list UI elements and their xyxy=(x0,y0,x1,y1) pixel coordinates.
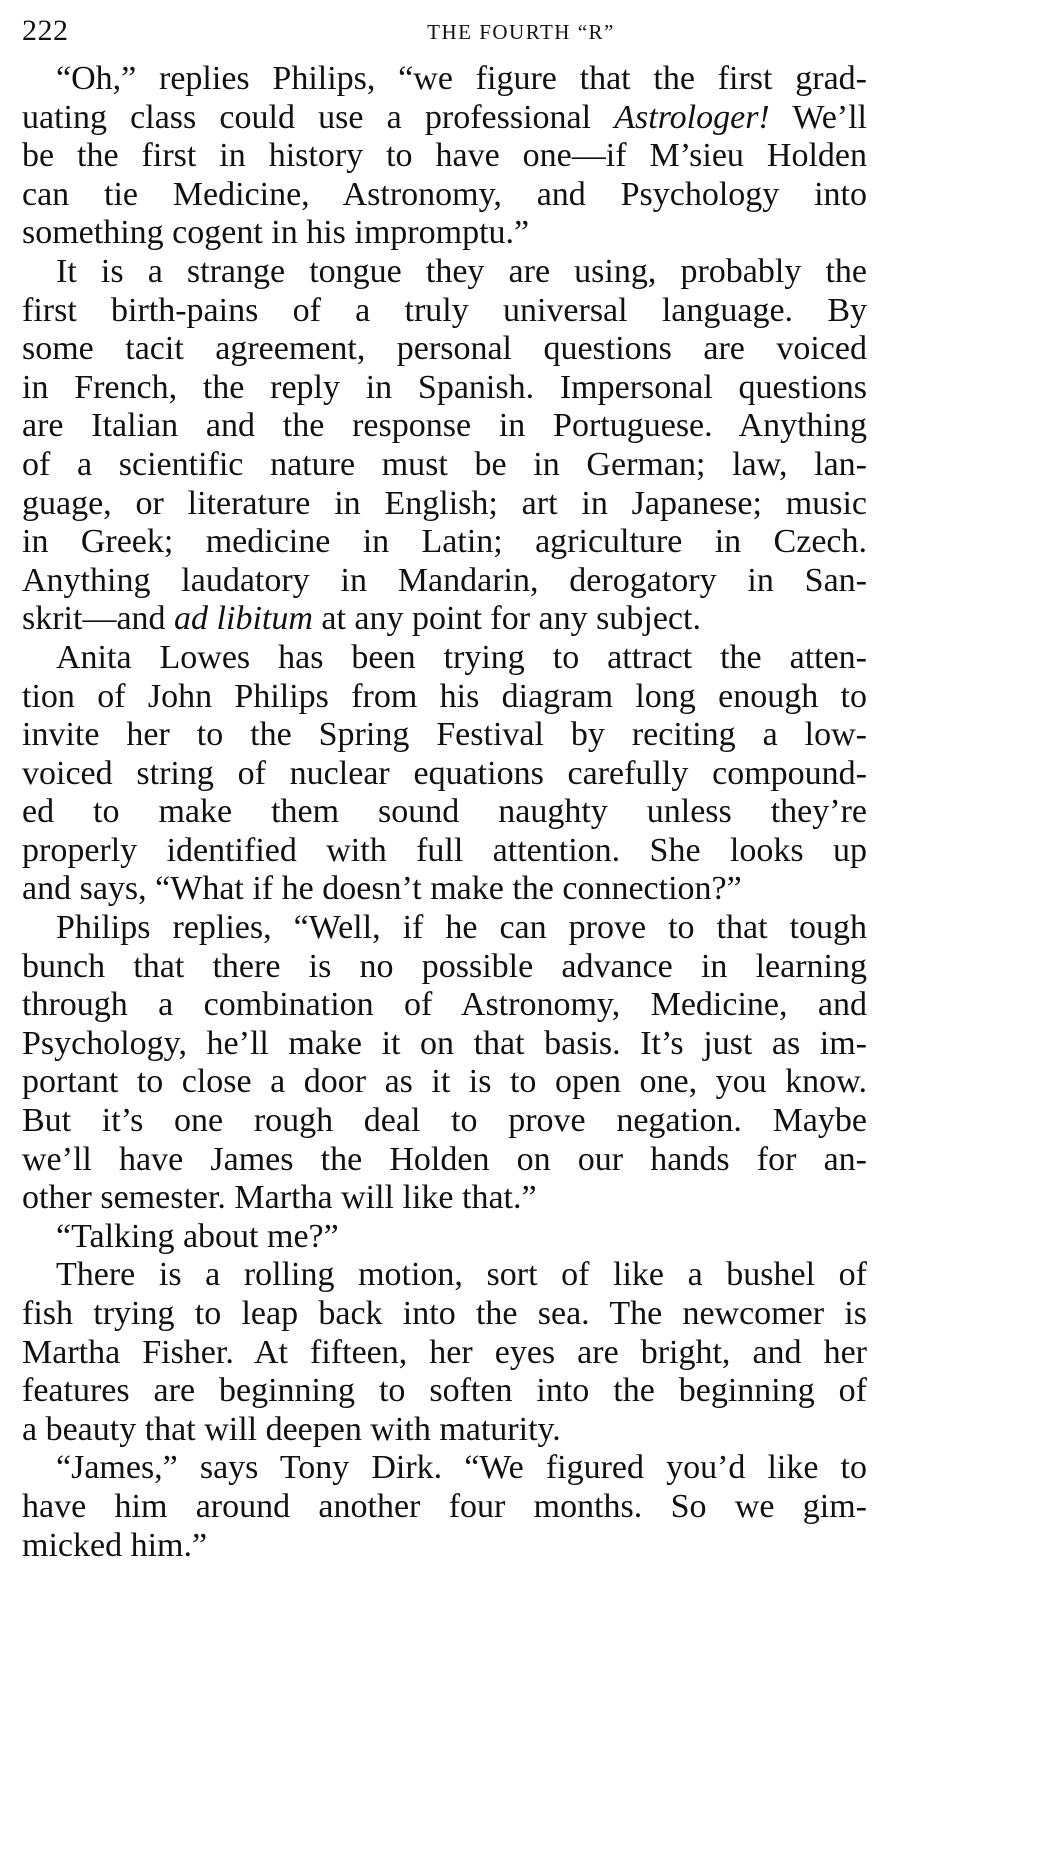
text-line: properly identified with full attention. She looks up xyxy=(22,831,867,869)
text-line: There is a rolling motion, sort of like a bushel of xyxy=(56,1256,867,1294)
text-line: invite her to the Spring Festival by reciting a low- xyxy=(22,716,867,754)
paragraph xyxy=(22,1218,867,1257)
italic-text: Astrologer! xyxy=(614,98,770,136)
text-line: Anything laudatory in Mandarin, derogatory in San- xyxy=(22,561,867,599)
text-line: portant to close a door as it is to open one, you know. xyxy=(22,1063,867,1101)
text-segment: uating class could use a professional xyxy=(22,98,615,136)
text-line: Psychology, he’ll make it on that basis. It’s just as im- xyxy=(22,1024,867,1062)
text-line: “Oh,” replies Philips, “we figure that the first grad- xyxy=(56,60,867,97)
text-line: and says, “What if he doesn’t make the connection?” xyxy=(22,870,742,908)
text-line: voiced string of nuclear equations carefully compound- xyxy=(22,754,867,792)
text-line: micked him.” xyxy=(22,1526,208,1564)
text-line: a beauty that will deepen with maturity. xyxy=(22,1410,561,1448)
text-line: But it’s one rough deal to prove negation. Maybe xyxy=(22,1102,867,1140)
text-line: other semester. Martha will like that.” xyxy=(22,1179,537,1217)
paragraph xyxy=(22,60,867,253)
text-line: have him around another four months. So we gim- xyxy=(22,1487,867,1525)
text-line: Anita Lowes has been trying to attract the atten- xyxy=(56,638,867,676)
text-line: we’ll have James the Holden on our hands for an- xyxy=(22,1140,867,1178)
paragraph xyxy=(22,1256,867,1449)
paragraph xyxy=(22,909,867,1218)
text-line: first birth-pains of a truly universal language. By xyxy=(22,291,867,329)
text-line xyxy=(22,600,867,639)
page-header xyxy=(22,14,1020,54)
text-line: guage, or literature in English; art in Japanese; music xyxy=(22,484,867,522)
italic-text: ad libitum xyxy=(174,600,313,638)
text-line: of a scientific nature must be in German; law, lan- xyxy=(22,445,867,483)
text-line: ed to make them sound naughty unless they’re xyxy=(22,793,867,831)
paragraph xyxy=(22,639,867,909)
text-line: Philips replies, “Well, if he can prove to that tough xyxy=(56,909,867,947)
text-line: bunch that there is no possible advance in learning xyxy=(22,947,867,985)
paragraph xyxy=(22,1449,867,1565)
text-line: features are beginning to soften into the beginning of xyxy=(22,1372,867,1410)
text-segment: We’ll xyxy=(769,98,867,136)
text-line: “Talking about me?” xyxy=(56,1217,339,1255)
text-line: in Greek; medicine in Latin; agriculture in Czech. xyxy=(22,523,867,561)
text-line: be the first in history to have one—if M’sieu Holden xyxy=(22,137,867,175)
text-segment: skrit—and xyxy=(22,600,175,638)
text-line: It is a strange tongue they are using, probably the xyxy=(56,252,867,290)
page-number: 222 xyxy=(22,14,69,47)
text-line: through a combination of Astronomy, Medicine, and xyxy=(22,986,867,1024)
paragraph xyxy=(22,253,867,639)
body-text xyxy=(22,60,867,1565)
text-line: something cogent in his impromptu.” xyxy=(22,214,530,252)
text-line xyxy=(22,99,867,138)
text-line: in French, the reply in Spanish. Impersonal questions xyxy=(22,368,867,406)
text-line: tion of John Philips from his diagram long enough to xyxy=(22,677,867,715)
text-line: Martha Fisher. At fifteen, her eyes are bright, and her xyxy=(22,1333,867,1371)
text-line: “James,” says Tony Dirk. “We figured you’d like to xyxy=(56,1449,867,1487)
text-line: can tie Medicine, Astronomy, and Psychology into xyxy=(22,175,867,213)
text-line: are Italian and the response in Portuguese. Anything xyxy=(22,407,867,445)
text-line: fish trying to leap back into the sea. The newcomer is xyxy=(22,1295,867,1332)
text-segment: at any point for any subject. xyxy=(312,600,701,638)
text-line: some tacit agreement, personal questions are voiced xyxy=(22,330,867,368)
running-head: THE FOURTH “R” xyxy=(427,20,615,44)
